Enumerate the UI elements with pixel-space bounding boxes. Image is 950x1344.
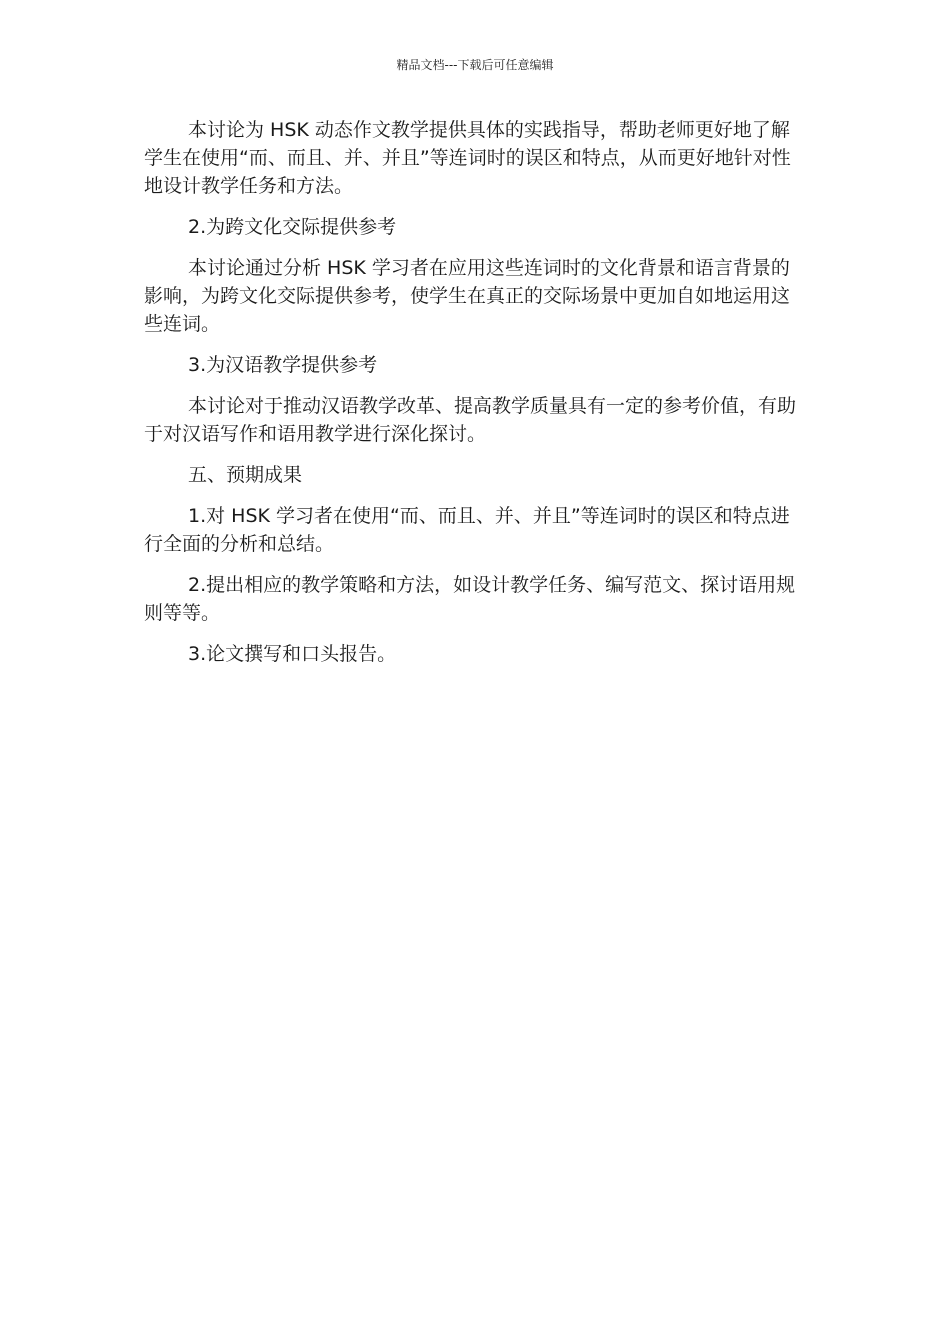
section-heading-expected-results: 五、预期成果 [188, 464, 303, 486]
list-item-result-3: 3.论文撰写和口头报告。 [188, 643, 397, 665]
paragraph-significance-teaching: 本讨论为 HSK 动态作文教学提供具体的实践指导，帮助老师更好地了解学生在使用“而、而且、并、并且”等连词时的误区和特点，从而更好地针对性地设计教学任务和方法。 [144, 119, 791, 197]
list-item-result-1: 1.对 HSK 学习者在使用“而、而且、并、并且”等连词时的误区和特点进行全面的分析和总结。 [144, 505, 790, 555]
document-body [144, 116, 806, 681]
paragraph-chinese-teaching: 本讨论对于推动汉语教学改革、提高教学质量具有一定的参考价值，有助于对汉语写作和语用教学进行深化探讨。 [144, 395, 797, 445]
page-header: 精品文档---下载后可任意编辑 [396, 58, 554, 72]
heading-cross-cultural: 2.为跨文化交际提供参考 [188, 216, 397, 238]
heading-chinese-teaching: 3.为汉语教学提供参考 [188, 354, 378, 376]
paragraph-cross-cultural: 本讨论通过分析 HSK 学习者在应用这些连词时的文化背景和语言背景的影响，为跨文化交际提供参考，使学生在真正的交际场景中更加自如地运用这些连词。 [144, 257, 791, 335]
list-item-result-2: 2.提出相应的教学策略和方法，如设计教学任务、编写范文、探讨语用规则等等。 [144, 574, 796, 624]
